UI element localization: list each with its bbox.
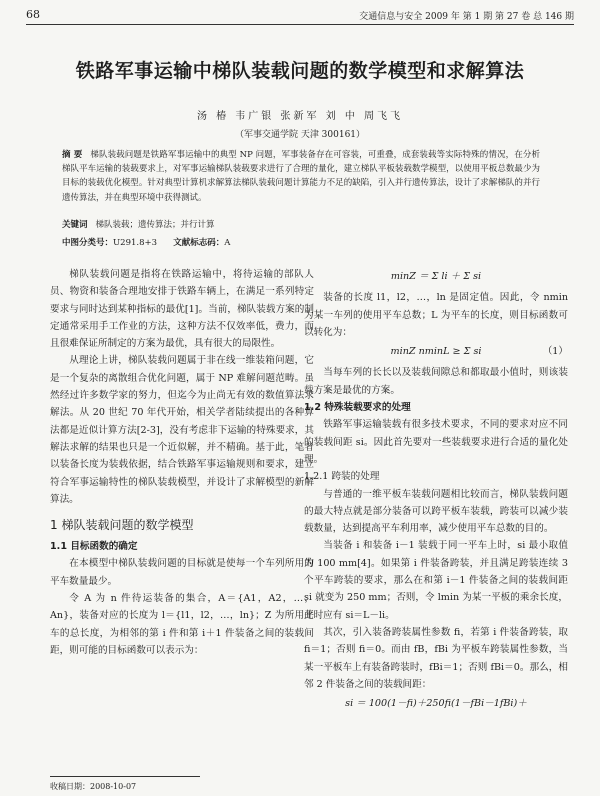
clc-label: 中图分类号： [62, 238, 114, 248]
paragraph: 与普通的一维平板车装载问题相比较而言，梯队装载问题的最大特点就是部分装备可以跨平板车装载，跨装可以减少装载数量，达到提高平车利用率，减少使用平车总数的目的。 [304, 488, 568, 535]
paragraph: 其次，引入装备跨装属性参数 fi，若第 i 件装备跨装，取 fi＝1；否则 fi＝0。而由 fB，fBi 为平板车跨装属性参数，当某一平板车上有装备跨装时，fBi＝1；否则 fBi＝0。那么，相邻 2 件装备之间的装载间距： [304, 626, 568, 690]
equation: minZ ＝ Σ li ＋ Σ si [390, 271, 482, 282]
affiliation: （军事交通学院 天津 300161） [234, 130, 366, 140]
paper-title: 铁路军事运输中梯队装载问题的数学模型和求解算法 [75, 60, 525, 82]
equation-body: minZ nminL ≥ Σ si [390, 346, 482, 358]
right-column [304, 266, 568, 716]
abstract-label: 摘 要 [62, 150, 83, 160]
paragraph: 梯队装载问题是指将在铁路运输中，将待运输的部队人员、物资和装备合理地安排于铁路车辆上，在满足一系列特定要求与同时达到某种指标的最优[1]。当前，梯队装载方案的制定通常采用手工作业的方法，这种方法不仅效率低，费力，而且很难保证所制定的方案为最优，具有很大的局限性。 [50, 269, 314, 350]
classification [62, 236, 362, 248]
equation: si ＝ 100(1－fi)＋250fi(1－fBi－1fBi)＋ [345, 698, 527, 710]
paragraph: 令 A 为 n 件待运装备的集合，A＝{A1，A2，…，An}，装备对应的长度为 l＝{l1，l2，…，ln}；Z 为所用平车的总长度，为相邻的第 i 件和第 i＋1 件装备之间的装载间距，则可能的目标函数可以表示为： [50, 593, 314, 656]
keywords [62, 218, 215, 230]
paragraph: 铁路军事运输装载有很多技术要求，不同的要求对应不同的装载间距 si。因此首先要对一些装载要求进行合适的量化处理。 [304, 419, 568, 465]
subsection-heading: 1.2 特殊装载要求的处理 [304, 402, 411, 414]
section-heading: 1 梯队装载问题的数学模型 [50, 518, 194, 533]
left-column [50, 266, 314, 659]
paragraph: 在本模型中梯队装载问题的目标就是使每一个车列所用的平车数量最少。 [50, 558, 314, 587]
page-number: 68 [26, 8, 40, 21]
keywords-label: 关键词 [62, 220, 88, 230]
doc-value: A [224, 238, 231, 248]
abstract [62, 148, 540, 205]
received-date-footnote: 收稿日期：2008-10-07 [50, 776, 200, 792]
doc-label: 文献标志码： [173, 238, 225, 248]
abstract-text: 梯队装载问题是铁路军事运输中的典型 NP 问题，军事装备存在可容装，可重叠，成套装载等实际特殊的情况，在分析梯队平车运输的装载要求上，对军事运输梯队装载要求进行了合理的量化，建立梯队平板装载数学模型，以使用平板总数最少为目标的装载优化模型。针对典型计算机求解算法梯队装载问题计算能力不足的缺陷，引入并行遗传算法，设计了求解梯队的并行遗传算法，并在典型环境中获得测试。 [62, 150, 540, 203]
journal-info: 交通信息与安全 2009 年 第 1 期 第 27 卷 总 146 期 [359, 12, 574, 22]
paragraph: 装备的长度 l1，l2，…，ln 是固定值。因此，令 nmin 为某一车列的使用平车总数；L 为平车的长度，则目标函数可以转化为： [304, 292, 568, 338]
paragraph: 当每车列的长长以及装载间隙总和都取最小值时，则该装载方案是最优的方案。 [304, 367, 568, 396]
subsection-heading: 1.1 目标函数的确定 [50, 541, 138, 553]
equation-numbered [304, 343, 568, 360]
paragraph: 从理论上讲，梯队装载问题属于非在线一维装箱问题，它是一个复杂的离散组合优化问题，属于 NP 难解问题范畴。虽然经过许多数学家的努力，但迄今为止尚无有效的数值算法求解法。从 20 世纪 70 年代开始，相关学者陆续提出的各种算法都是近似计算方法[2-3]，没有考虑非下运输的特殊要求，其解法求解的结果也只是一个近似解，并不精确。基于此，笔者以装备长度为装载依据，结合铁路军事运输规则和要求，建立符合军事运输特性的梯队装载模型，并设计了求解模型的新解算法。 [50, 355, 314, 505]
author-list: 汤 椿 韦广银 张新军 刘 中 周飞飞 [196, 111, 404, 122]
keywords-text: 梯队装载；遗传算法；并行计算 [95, 220, 215, 230]
running-header [26, 6, 574, 25]
subsubsection-heading: 1.2.1 跨装的处理 [304, 471, 380, 483]
clc-value: U291.8+3 [113, 238, 158, 248]
paragraph: 当装备 i 和装备 i－1 装载于同一平车上时，si 最小取值为 100 mm[4]。如果第 i 件装备跨装，并且满足跨装连续 3 个平车跨装的要求，那么在和第 i－1 件装备之间的装载间距 si 就变为 250 mm；否则，令 lmin 为某一平板的乘余长度，此时应有 si＝L－li。 [304, 540, 568, 621]
equation-number: （1） [542, 346, 568, 358]
